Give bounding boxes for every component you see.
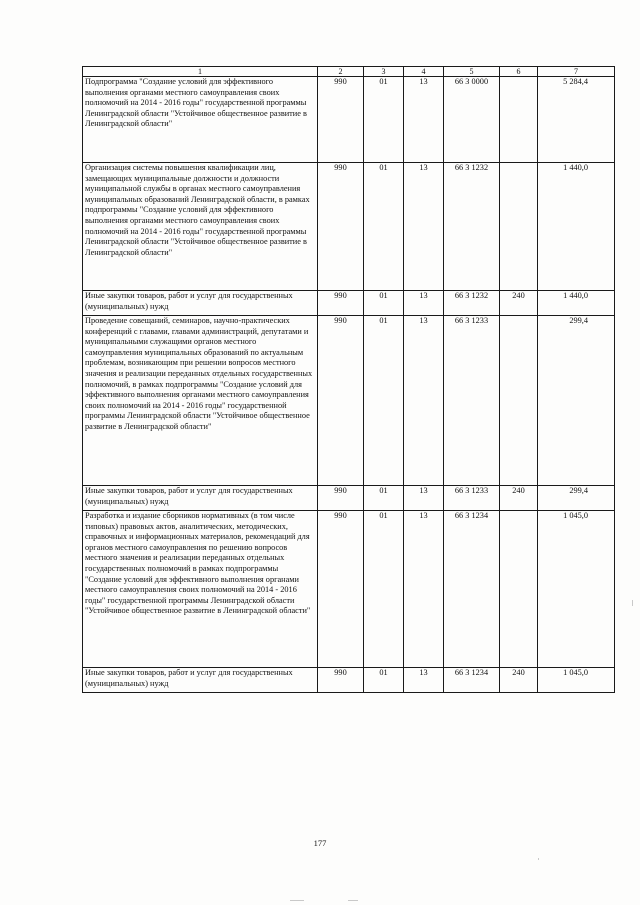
expense-type-code: 240 [500, 486, 538, 511]
expense-type-code [500, 316, 538, 486]
expense-type-code: 240 [500, 668, 538, 693]
grbs-code: 990 [318, 291, 364, 316]
grbs-code: 990 [318, 77, 364, 163]
table-row [83, 77, 615, 163]
target-item-code: 66 3 1234 [444, 668, 500, 693]
amount: 1 440,0 [538, 163, 615, 291]
target-item-code: 66 3 1233 [444, 486, 500, 511]
section-code: 01 [364, 291, 404, 316]
expense-type-code [500, 77, 538, 163]
scan-speck [538, 858, 539, 860]
budget-table [82, 66, 615, 693]
target-item-code: 66 3 1232 [444, 291, 500, 316]
amount: 1 440,0 [538, 291, 615, 316]
item-name: Разработка и издание сборников нормативных (в том числе типовых) правовых актов, аналитических, методических, справочных и информационных материалов, рекомендаций для органов местного самоуправления по решению вопросов местного значения и реализации переданных отдельных государственных полномочий в рамках подпрограммы "Создание условий для эффективного выполнения органами местного самоуправления своих полномочий на 2014 - 2016 годы" государственной программы Ленинградской области "Устойчивое общественное развитие в Ленинградской области" [83, 511, 318, 668]
table-row [83, 668, 615, 693]
section-code: 01 [364, 486, 404, 511]
grbs-code: 990 [318, 668, 364, 693]
section-code: 01 [364, 511, 404, 668]
section-code: 01 [364, 316, 404, 486]
column-header-4: 4 [404, 67, 444, 77]
subsection-code: 13 [404, 77, 444, 163]
expense-type-code: 240 [500, 291, 538, 316]
item-name: Организация системы повышения квалификации лиц, замещающих муниципальные должности и должности муниципальной службы в органах местного самоуправления муниципальных образований Ленинградской области, в рамках подпрограммы "Создание условий для эффективного выполнения органами местного самоуправления своих полномочий на 2014 - 2016 годы" государственной программы Ленинградской области "Устойчивое общественное развитие в Ленинградской области" [83, 163, 318, 291]
scan-speck [348, 900, 358, 901]
subsection-code: 13 [404, 486, 444, 511]
subsection-code: 13 [404, 668, 444, 693]
grbs-code: 990 [318, 163, 364, 291]
scan-speck [290, 900, 304, 901]
column-header-1: 1 [83, 67, 318, 77]
column-header-7: 7 [538, 67, 615, 77]
section-code: 01 [364, 163, 404, 291]
column-number-row [83, 67, 615, 77]
column-header-3: 3 [364, 67, 404, 77]
subsection-code: 13 [404, 291, 444, 316]
section-code: 01 [364, 668, 404, 693]
column-header-6: 6 [500, 67, 538, 77]
grbs-code: 990 [318, 486, 364, 511]
target-item-code: 66 3 1232 [444, 163, 500, 291]
amount: 5 284,4 [538, 77, 615, 163]
amount: 1 045,0 [538, 511, 615, 668]
target-item-code: 66 3 1233 [444, 316, 500, 486]
subsection-code: 13 [404, 316, 444, 486]
column-header-2: 2 [318, 67, 364, 77]
item-name: Иные закупки товаров, работ и услуг для государственных (муниципальных) нужд [83, 486, 318, 511]
item-name: Иные закупки товаров, работ и услуг для государственных (муниципальных) нужд [83, 291, 318, 316]
table-row [83, 486, 615, 511]
expense-type-code [500, 511, 538, 668]
amount: 299,4 [538, 316, 615, 486]
table-row [83, 511, 615, 668]
amount: 299,4 [538, 486, 615, 511]
page-number: 177 [313, 838, 327, 848]
table-row [83, 316, 615, 486]
grbs-code: 990 [318, 511, 364, 668]
table-row [83, 291, 615, 316]
subsection-code: 13 [404, 511, 444, 668]
item-name: Проведение совещаний, семинаров, научно-практических конференций с главами, главами администраций, депутатами и муниципальными служащими органов местного самоуправления муниципальных образований по актуальным проблемам, возникающим при решении вопросов местного значения и реализации переданных отдельных государственных полномочий, в рамках подпрограммы "Создание условий для эффективного выполнения органами местного самоуправления своих полномочий на 2014 - 2016 годы" государственной программы Ленинградской области "Устойчивое общественное развитие в Ленинградской области" [83, 316, 318, 486]
scan-speck [632, 600, 633, 606]
grbs-code: 990 [318, 316, 364, 486]
target-item-code: 66 3 1234 [444, 511, 500, 668]
item-name: Подпрограмма "Создание условий для эффективного выполнения органами местного самоуправления своих полномочий на 2014 - 2016 годы" государственной программы Ленинградской области "Устойчивое общественное развитие в Ленинградской области" [83, 77, 318, 163]
table-row [83, 163, 615, 291]
target-item-code: 66 3 0000 [444, 77, 500, 163]
subsection-code: 13 [404, 163, 444, 291]
column-header-5: 5 [444, 67, 500, 77]
section-code: 01 [364, 77, 404, 163]
item-name: Иные закупки товаров, работ и услуг для государственных (муниципальных) нужд [83, 668, 318, 693]
expense-type-code [500, 163, 538, 291]
amount: 1 045,0 [538, 668, 615, 693]
